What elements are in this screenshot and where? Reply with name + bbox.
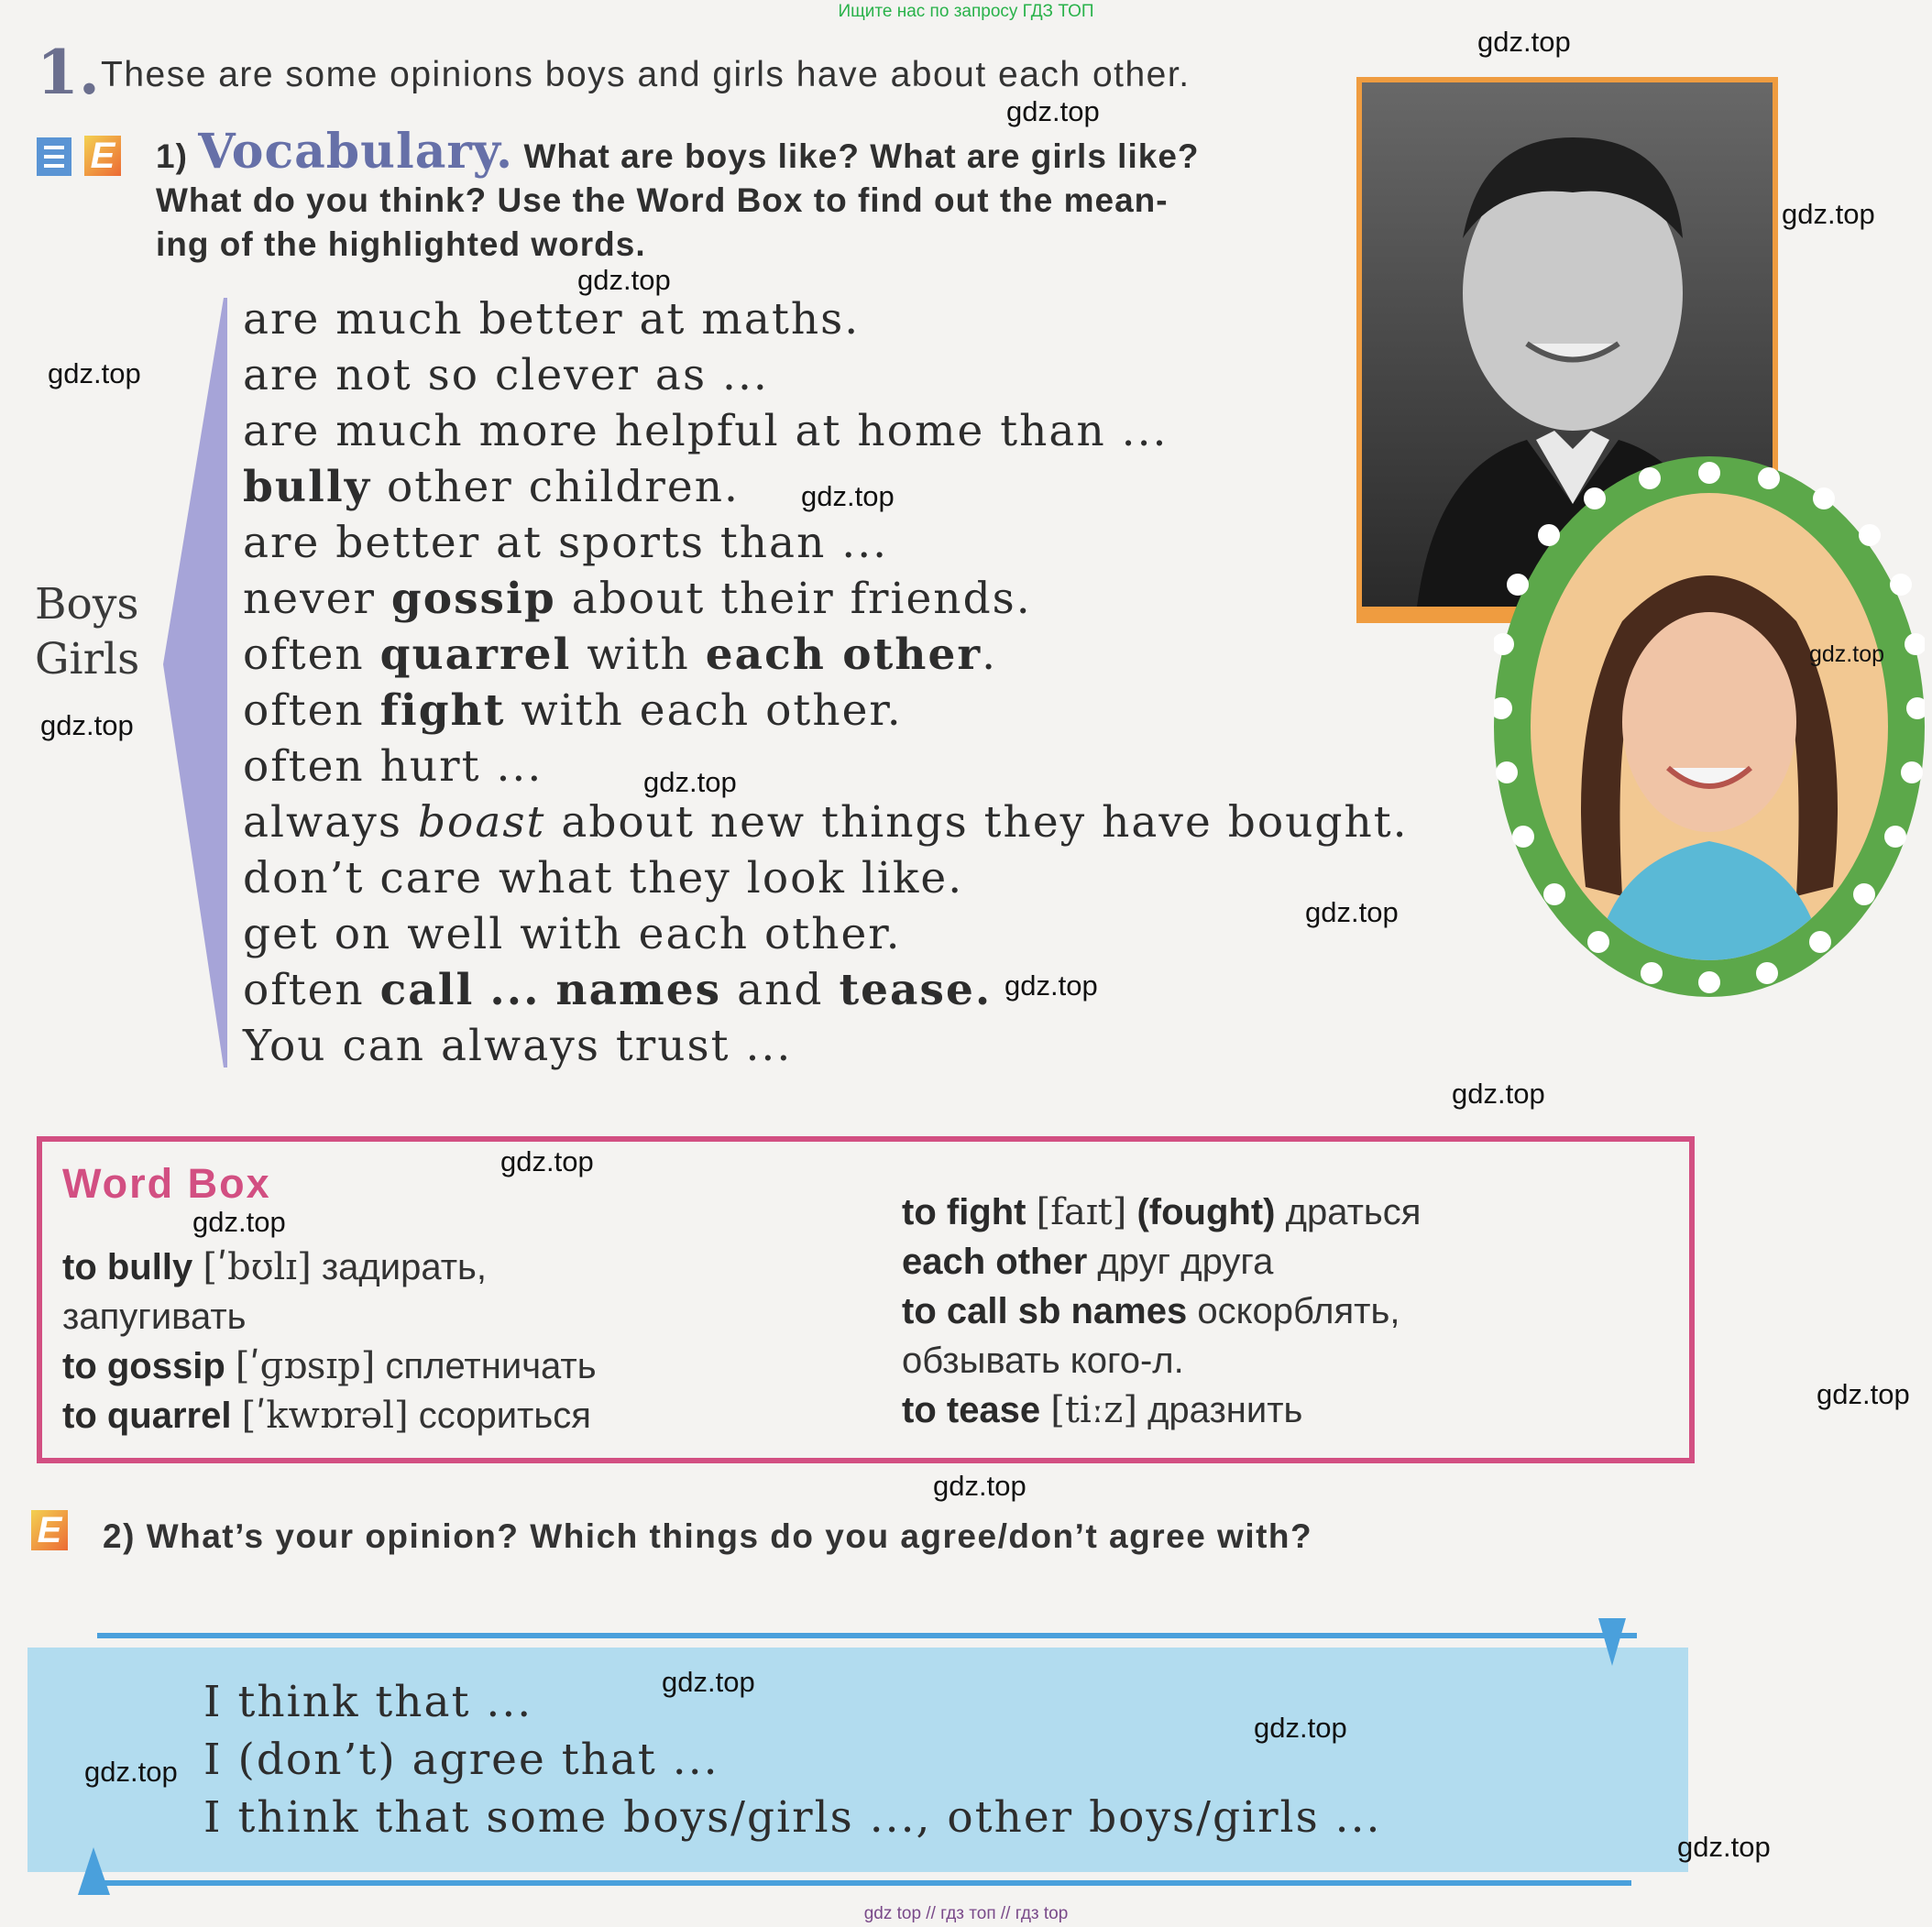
phrase-item: I (don’t) agree that ... <box>203 1735 719 1785</box>
opinion-item: don’t care what they look like. <box>243 853 964 903</box>
bracket-arrow <box>156 298 229 1068</box>
watermark: gdz.top <box>801 480 895 512</box>
label-girls: Girls <box>35 634 140 684</box>
highlight-gossip: gossip <box>390 574 556 624</box>
phrase-item: I think that ... <box>203 1677 533 1727</box>
opinion-item: never gossip about their friends. <box>243 574 1032 624</box>
phrases-list <box>203 1673 1381 1846</box>
highlight-names: names <box>555 965 722 1015</box>
exercise-number: 1. <box>37 37 100 108</box>
opinion-item: You can always trust ... <box>243 1021 793 1071</box>
girl-photo-frame <box>1494 456 1925 997</box>
watermark: gdz.top <box>1809 641 1885 667</box>
opinion-item: often hurt ... <box>243 741 543 792</box>
opinion-item: often call ... names and tease. <box>243 965 993 1015</box>
e-icon: E <box>84 136 121 176</box>
word-call-names: to call sb names <box>902 1291 1188 1331</box>
opinion-item: often fight with each other. <box>243 685 903 736</box>
word-box <box>37 1136 1695 1463</box>
girl-illustration <box>1531 493 1888 960</box>
task2-text: What’s your opinion? Which things do you agree/don’t agree with? <box>146 1517 1313 1555</box>
watermark: gdz.top <box>662 1666 755 1698</box>
footer-note[interactable]: gdz top // гдз топ // гдз top <box>863 1904 1069 1923</box>
opinion-item: are much better at maths. <box>243 294 861 345</box>
opinion-item: get on well with each other. <box>243 909 902 959</box>
word-box-left-column: to bully [ʹbʊlɪ] задирать, запугивать to gossip [ʹɡɒsɪp] сплетничать to quarrel [ʹkwɒrəl] ссориться <box>62 1246 597 1437</box>
word-box-title: Word Box <box>62 1160 271 1207</box>
watermark: gdz.top <box>1677 1831 1771 1863</box>
word-gossip: to gossip <box>62 1346 225 1386</box>
watermark: gdz.top <box>48 357 141 389</box>
watermark: gdz.top <box>1477 26 1571 58</box>
watermark: gdz.top <box>192 1206 286 1238</box>
highlight-tease: tease. <box>839 965 993 1015</box>
opinions-list <box>243 291 1409 1074</box>
opinion-item: are better at sports than ... <box>243 518 889 568</box>
watermark: gdz.top <box>500 1145 594 1177</box>
highlight-quarrel: quarrel <box>379 630 572 680</box>
task1-instructions <box>156 124 1311 267</box>
word-tease: to tease <box>902 1390 1041 1430</box>
label-boys: Boys <box>35 579 139 630</box>
watermark: gdz.top <box>1305 896 1399 928</box>
opinion-item: are much more helpful at home than ... <box>243 406 1169 456</box>
highlight-boast: boast <box>417 797 546 848</box>
watermark: gdz.top <box>643 766 737 798</box>
list-icon <box>37 137 71 176</box>
watermark: gdz.top <box>1006 95 1100 127</box>
word-quarrel: to quarrel <box>62 1396 232 1436</box>
watermark: gdz.top <box>933 1470 1026 1502</box>
task1-line3: ing of the highlighted words. <box>156 225 646 263</box>
e-icon-task2: E <box>31 1510 68 1550</box>
task1-line2: What do you think? Use the Word Box to find out the mean- <box>156 181 1169 219</box>
opinion-item: bully other children. <box>243 462 740 512</box>
watermark: gdz.top <box>1004 969 1098 1002</box>
vocabulary-title: Vocabulary. <box>198 124 514 180</box>
watermark: gdz.top <box>1254 1712 1347 1744</box>
header-note[interactable]: Ищите нас по запросу ГДЗ ТОП <box>838 2 1094 21</box>
word-fight: to fight <box>902 1192 1026 1232</box>
highlight-call: call <box>379 965 475 1015</box>
word-box-right-column: to fight [faɪt] (fought) драться each other друг друга to call sb names оскорблять, обзывать кого-л. to tease [tiːz] дразнить <box>902 1191 1422 1431</box>
task1-line1: What are boys like? What are girls like? <box>523 137 1200 175</box>
opinion-item: are not so clever as ... <box>243 350 769 400</box>
opinion-item: often quarrel with each other. <box>243 630 998 680</box>
opinion-item: always boast about new things they have bought. <box>243 797 1409 848</box>
word-bully: to bully <box>62 1247 193 1287</box>
highlight-bully: bully <box>243 462 372 512</box>
watermark: gdz.top <box>577 264 671 296</box>
watermark: gdz.top <box>84 1756 178 1788</box>
task2-instructions <box>103 1517 1312 1556</box>
task1-number: 1) <box>156 137 188 175</box>
task2-number: 2) <box>103 1517 136 1555</box>
watermark: gdz.top <box>1782 198 1875 230</box>
phrase-item: I think that some boys/girls ..., other boys/girls ... <box>203 1792 1382 1843</box>
watermark: gdz.top <box>1452 1078 1545 1110</box>
word-each-other: each other <box>902 1242 1088 1282</box>
highlight-each-other: each other <box>705 630 982 680</box>
exercise-intro: These are some opinions boys and girls have about each other. <box>101 55 1191 94</box>
watermark: gdz.top <box>40 709 134 741</box>
watermark: gdz.top <box>1817 1378 1910 1410</box>
highlight-fight: fight <box>379 685 506 736</box>
